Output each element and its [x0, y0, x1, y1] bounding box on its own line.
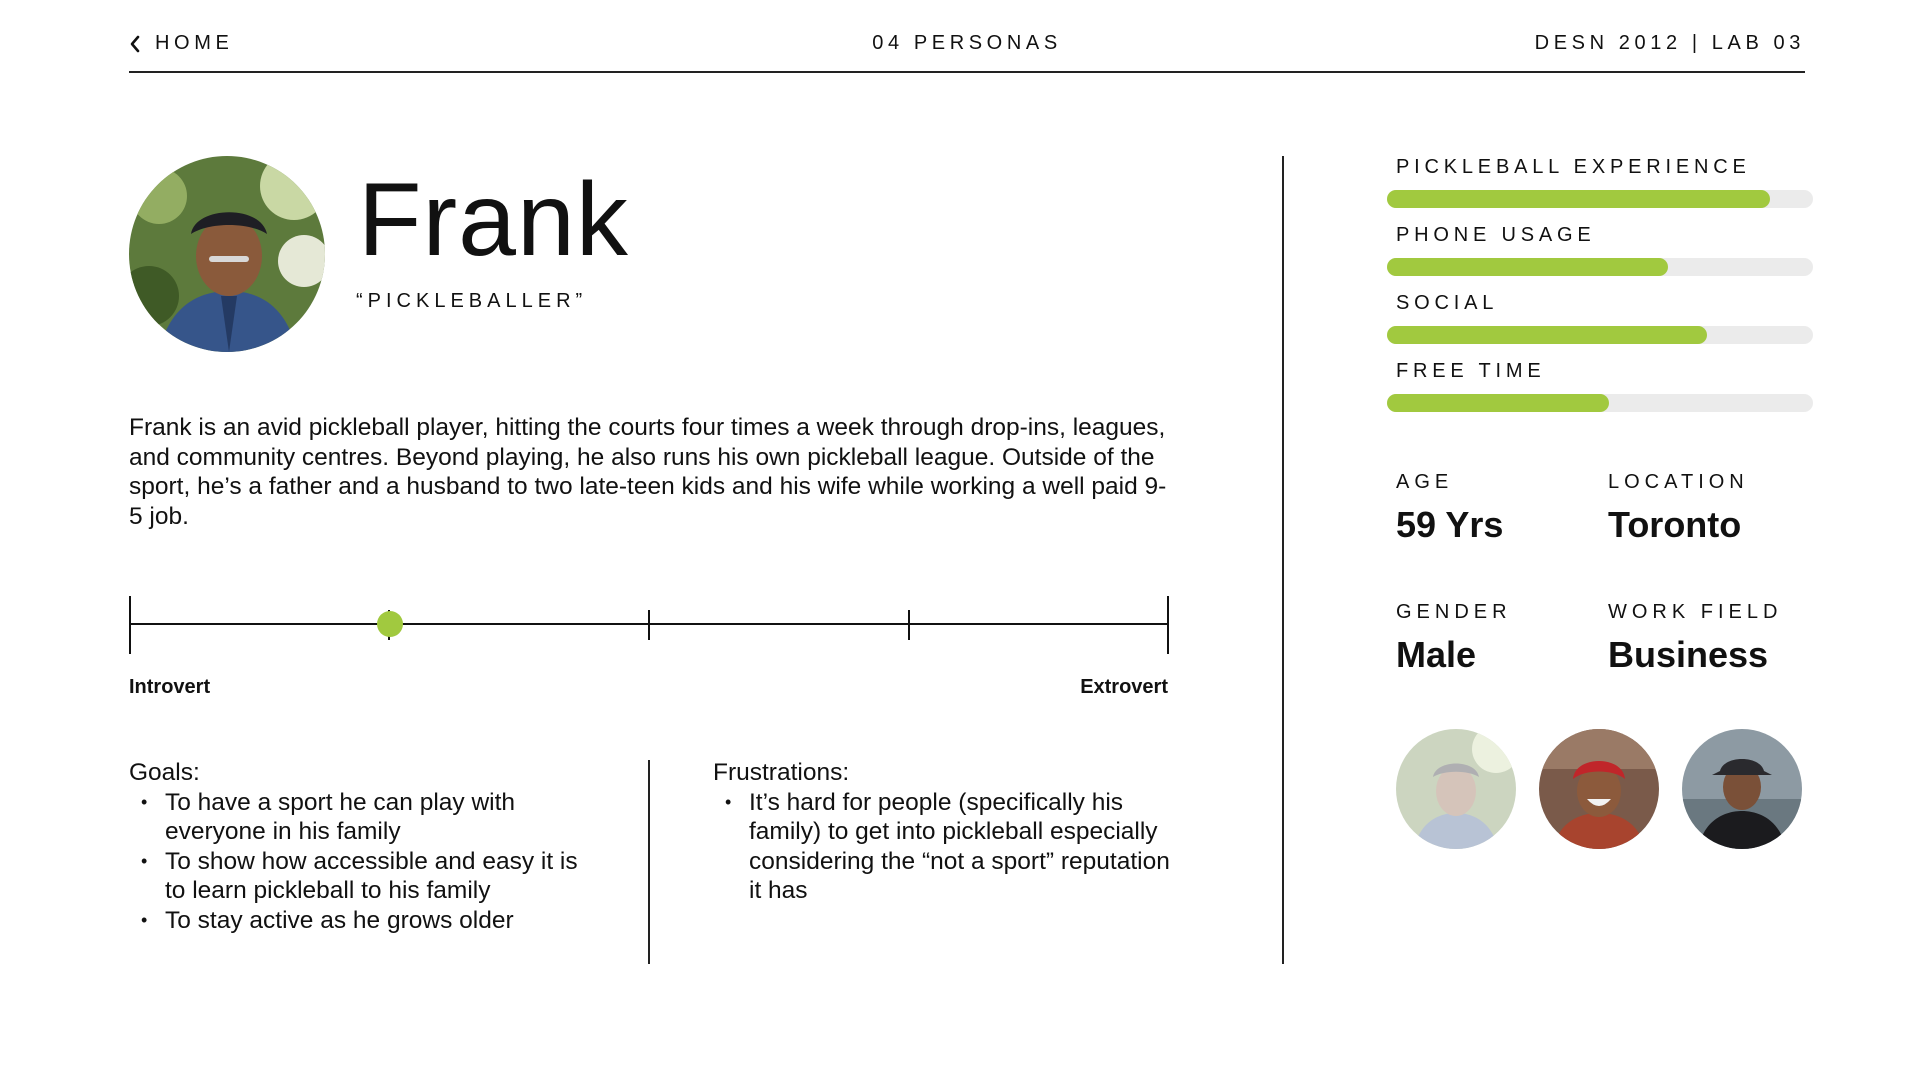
goals-list [129, 788, 599, 936]
metric-track [1387, 326, 1813, 344]
extrovert-label: Extrovert [1080, 676, 1168, 698]
fact-value: 59 Yrs [1396, 504, 1504, 545]
fact-label: GENDER [1396, 601, 1512, 623]
metric-track [1387, 258, 1813, 276]
fact-gender [1396, 601, 1512, 676]
column-divider [648, 760, 650, 964]
header-divider [129, 71, 1805, 73]
fact-label: LOCATION [1608, 471, 1749, 493]
header-nav [129, 32, 1805, 72]
fact-value: Toronto [1608, 504, 1742, 545]
fact-label: AGE [1396, 471, 1454, 493]
personality-scale [129, 596, 1169, 656]
metric-track [1387, 190, 1813, 208]
metric-label: PICKLEBALL EXPERIENCE [1396, 156, 1751, 178]
frustrations-list [713, 788, 1183, 906]
scale-tick [1167, 596, 1169, 654]
fact-value: Business [1608, 634, 1769, 675]
frustrations-title: Frustrations: [713, 759, 850, 786]
metric-label: PHONE USAGE [1396, 224, 1596, 246]
metric-label: FREE TIME [1396, 360, 1546, 382]
metric-fill [1387, 326, 1707, 344]
persona-thumbnail-frank[interactable] [1396, 729, 1516, 849]
fact-age [1396, 471, 1503, 546]
metric-track [1387, 394, 1813, 412]
scale-marker [377, 611, 403, 637]
fact-location [1608, 471, 1749, 546]
goals-section [129, 758, 599, 935]
metric-fill [1387, 258, 1668, 276]
scale-tick [129, 596, 131, 654]
persona-role: “PICKLEBALLER” [356, 290, 588, 312]
scale-tick [648, 610, 650, 640]
fact-value: Male [1396, 634, 1477, 675]
persona-bio: Frank is an avid pickleball player, hitting the courts four times a week through drop-ins, leagues, and community centres. Beyond playing, he also runs his own pickleball league. Outside of the sport, he’s a father and a husband to two late-teen kids and his wife while working a well paid 9-5 job. [129, 414, 1167, 530]
goal-item: • To stay active as he grows older [129, 906, 599, 936]
section-title: 04 PERSONAS [872, 32, 1062, 54]
metric-fill [1387, 190, 1770, 208]
frustrations-section [713, 758, 1183, 906]
home-link-label: HOME [155, 32, 234, 54]
metric-fill [1387, 394, 1609, 412]
metric-label: SOCIAL [1396, 292, 1499, 314]
persona-name: Frank [358, 162, 629, 278]
goal-item: • To show how accessible and easy it is to learn pickleball to his family [129, 847, 599, 906]
persona-avatar [129, 156, 325, 352]
main-divider [1282, 156, 1284, 964]
goals-title: Goals: [129, 759, 200, 786]
introvert-label: Introvert [129, 676, 211, 698]
course-label: DESN 2012 | LAB 03 [1534, 32, 1805, 54]
persona-thumbnail-man[interactable] [1682, 729, 1802, 849]
fact-work-field [1608, 601, 1782, 676]
persona-thumbnail-woman[interactable] [1539, 729, 1659, 849]
fact-label: WORK FIELD [1608, 601, 1783, 623]
goal-item: • To have a sport he can play with everyone in his family [129, 788, 599, 847]
frustration-item: • It’s hard for people (specifically his family) to get into pickleball especially considering the “not a sport” reputation it has [713, 788, 1183, 906]
scale-tick [908, 610, 910, 640]
